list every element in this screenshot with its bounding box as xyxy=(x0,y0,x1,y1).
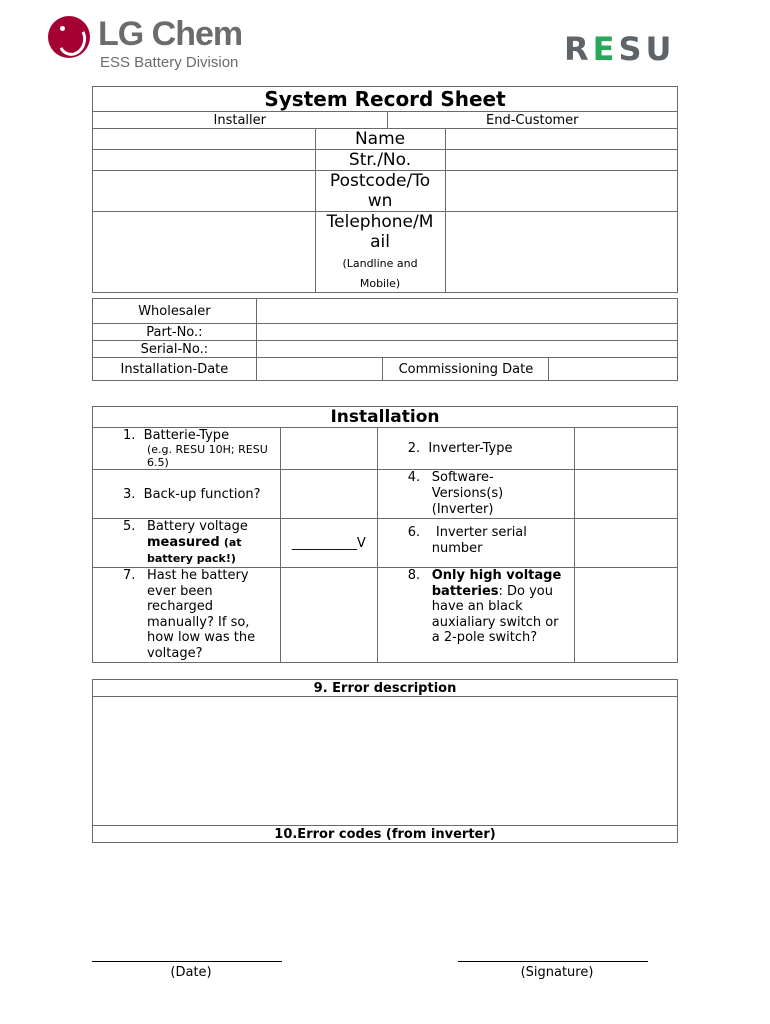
error-description-header: 9. Error description xyxy=(93,680,678,697)
recharged-question-label: 7. Hast he battery ever been recharged manually? If so, how low was the voltage? xyxy=(93,568,281,663)
switch-question-field[interactable] xyxy=(574,568,677,663)
inverter-type-field[interactable] xyxy=(574,428,677,470)
date-label: (Date) xyxy=(170,965,212,980)
installer-phone-field[interactable] xyxy=(93,212,316,293)
installation-date-label: Installation-Date xyxy=(93,358,257,381)
installer-name-field[interactable] xyxy=(93,129,316,150)
batterie-type-field[interactable] xyxy=(280,428,377,470)
installation-table xyxy=(92,406,678,663)
customer-name-field[interactable] xyxy=(445,129,678,150)
product-details-table xyxy=(92,298,678,381)
phone-note: (Landline and Mobile) xyxy=(342,257,418,290)
battery-voltage-field[interactable]: __________V xyxy=(280,519,377,568)
wholesaler-label: Wholesaler xyxy=(93,299,257,324)
wholesaler-field[interactable] xyxy=(256,299,677,324)
signature-line[interactable] xyxy=(458,961,648,962)
backup-function-label: 3. Back-up function? xyxy=(93,470,281,519)
lg-division-name: ESS Battery Division xyxy=(100,54,239,71)
lg-brand-name: LG Chem xyxy=(98,15,243,53)
resu-logo xyxy=(542,30,714,68)
batterie-type-label: 1. Batterie-Type (e.g. RESU 10H; RESU 6.5) xyxy=(93,428,281,470)
part-no-label: Part-No.: xyxy=(93,324,257,341)
inverter-serial-field[interactable] xyxy=(574,519,677,568)
signature-label: (Signature) xyxy=(520,965,594,980)
software-version-label: 4. Software-Versions(s) (Inverter) xyxy=(377,470,574,519)
system-record-table xyxy=(92,86,678,293)
inverter-serial-label: 6. Inverter serial number xyxy=(377,519,574,568)
batterie-type-note: (e.g. RESU 10H; RESU 6.5) xyxy=(147,443,268,469)
postcode-label: Postcode/To wn xyxy=(315,171,445,212)
lg-circle-icon xyxy=(48,16,90,58)
installer-postcode-field[interactable] xyxy=(93,171,316,212)
name-label: Name xyxy=(315,129,445,150)
error-codes-header: 10.Error codes (from inverter) xyxy=(93,826,678,843)
lg-chem-logo xyxy=(48,14,278,74)
resu-su: SU xyxy=(618,30,676,68)
installation-date-field[interactable] xyxy=(256,358,383,381)
commissioning-date-field[interactable] xyxy=(549,358,678,381)
error-table xyxy=(92,679,678,843)
page-title: System Record Sheet xyxy=(93,87,678,112)
installer-header: Installer xyxy=(93,112,388,129)
resu-e: E xyxy=(592,30,619,68)
backup-function-field[interactable] xyxy=(280,470,377,519)
recharged-question-field[interactable] xyxy=(280,568,377,663)
commissioning-date-label: Commissioning Date xyxy=(383,358,549,381)
installation-title: Installation xyxy=(93,407,678,428)
installer-street-field[interactable] xyxy=(93,150,316,171)
customer-street-field[interactable] xyxy=(445,150,678,171)
street-label: Str./No. xyxy=(315,150,445,171)
resu-r: R xyxy=(564,30,593,68)
serial-no-field[interactable] xyxy=(256,341,677,358)
error-description-field[interactable] xyxy=(93,697,678,826)
customer-postcode-field[interactable] xyxy=(445,171,678,212)
part-no-field[interactable] xyxy=(256,324,677,341)
battery-voltage-label: 5. Battery voltage measured (at battery pack!) xyxy=(93,519,281,568)
phone-label: Telephone/M ail (Landline and Mobile) xyxy=(315,212,445,293)
inverter-type-label: 2. Inverter-Type xyxy=(377,428,574,470)
serial-no-label: Serial-No.: xyxy=(93,341,257,358)
customer-phone-field[interactable] xyxy=(445,212,678,293)
switch-question-label: 8. Only high voltage batteries: Do you have an black auxialiary switch or a 2-pole switch? xyxy=(377,568,574,663)
date-line[interactable] xyxy=(92,961,282,962)
software-version-field[interactable] xyxy=(574,470,677,519)
end-customer-header: End-Customer xyxy=(387,112,677,129)
